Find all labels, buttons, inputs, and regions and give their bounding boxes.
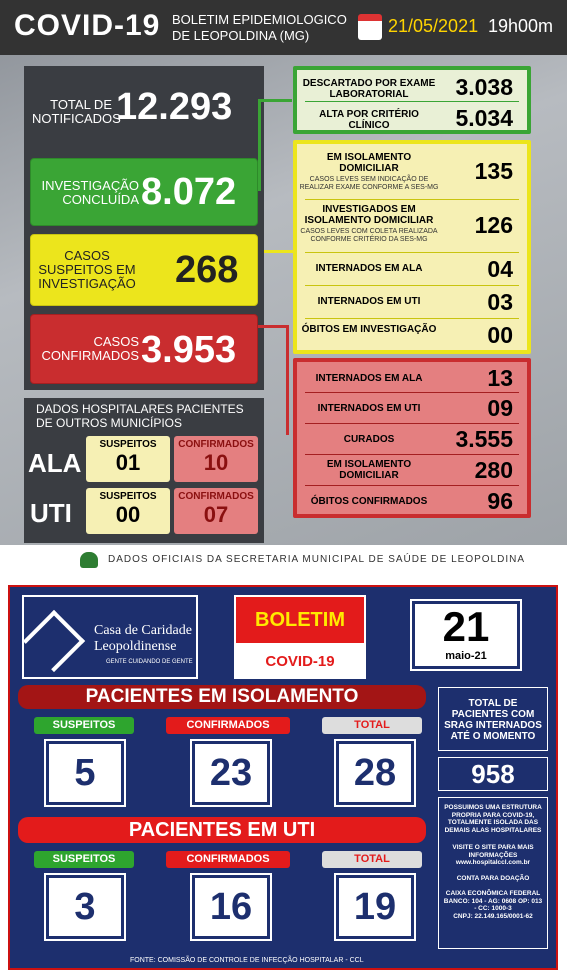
- green-connector: [258, 99, 292, 102]
- divider: [305, 285, 519, 286]
- green-row: [302, 72, 519, 100]
- red-row: [305, 425, 519, 453]
- hospital-title: DADOS HOSPITALARES PACIENTES DE OUTROS MUNICÍPIOS: [36, 402, 244, 430]
- date-box: [412, 601, 520, 669]
- suspects-label: CASOS SUSPEITOS EM INVESTIGAÇÃO: [38, 248, 136, 291]
- iso-total-value: 28: [336, 741, 414, 805]
- confirmed-box: [30, 314, 258, 384]
- red-connector: [258, 325, 288, 328]
- yellow-row-label: INVESTIGADOS EM ISOLAMENTO DOMICILIAR: [304, 204, 434, 226]
- info-visit: VISITE O SITE PARA MAIS INFORMAÇÕES: [452, 844, 534, 859]
- yellow-row: [305, 287, 519, 317]
- red-row-label: ÓBITOS CONFIRMADOS: [310, 496, 428, 507]
- yellow-row-value: 135: [474, 158, 513, 184]
- yellow-row: [300, 202, 519, 250]
- hospital-logo: [22, 595, 198, 679]
- calendar-icon: [358, 14, 382, 40]
- header-bar: [0, 0, 567, 55]
- uti-confirmed-box: [174, 488, 258, 534]
- info-structure: POSSUIMOS UMA ESTRUTURA PROPRIA PARA COVID-19, TOTALMENTE ISOLADA DAS DEMAIS ALAS HOSPITALARES: [444, 804, 542, 834]
- red-row-value: 13: [487, 365, 513, 391]
- yellow-row-value: 03: [487, 289, 513, 315]
- info-site[interactable]: www.hospitalccl.com.br: [455, 859, 531, 866]
- red-connector-v: [286, 325, 289, 435]
- srag-label: TOTAL DE PACIENTES COM SRAG INTERNADOS ATÉ O MOMENTO: [438, 687, 548, 751]
- ala-suspects-value: 01: [115, 450, 141, 475]
- bottom-source: FONTE: COMISSÃO DE CONTROLE DE INFECÇÃO HOSPITALAR - CCL: [130, 957, 364, 964]
- red-row-value: 09: [487, 395, 513, 421]
- red-panel: [293, 358, 531, 518]
- yellow-connector: [264, 250, 294, 253]
- iso-confirmed-label: CONFIRMADOS: [166, 717, 290, 734]
- concluded-label: INVESTIGAÇÃO CONCLUÍDA: [41, 178, 139, 207]
- isolation-title: PACIENTES EM ISOLAMENTO: [18, 685, 426, 709]
- logo-name: Casa de Caridade: [94, 623, 192, 638]
- uti-confirmed-value: 07: [203, 502, 229, 527]
- uti-label: UTI: [30, 498, 72, 528]
- yellow-row-value: 00: [487, 322, 513, 348]
- notified-value: 12.293: [116, 86, 233, 128]
- info-cnpj: CNPJ: 22.149.165/0001-62: [453, 912, 533, 920]
- iso-confirmed-value: 23: [192, 741, 270, 805]
- green-row-value: 3.038: [455, 74, 513, 100]
- red-row-label: EM ISOLAMENTO DOMICILIAR: [326, 459, 412, 481]
- red-row-label: INTERNADOS EM ALA: [315, 373, 423, 384]
- icu-confirmed-value: 16: [192, 875, 270, 939]
- source-bar: [0, 545, 567, 575]
- header-date: 21/05/2021: [388, 16, 479, 36]
- header-time: 19h00m: [488, 16, 554, 36]
- red-row-value: 280: [474, 457, 513, 483]
- red-row: [305, 456, 519, 484]
- yellow-row-value: 126: [474, 212, 513, 238]
- covid-label: COVID-19: [234, 645, 366, 679]
- iso-suspects-label: SUSPEITOS: [34, 717, 134, 734]
- yellow-row-note: CASOS LEVES SEM INDICAÇÃO DE REALIZAR EXAME CONFORME A SES-MG: [299, 176, 439, 191]
- yellow-row-label: INTERNADOS EM ALA: [315, 263, 423, 274]
- date-day: 21: [442, 603, 490, 650]
- source-line: DADOS OFICIAIS DA SECRETARIA MUNICIPAL DE SAÚDE DE LEOPOLDINA: [108, 554, 526, 565]
- green-row-label: ALTA POR CRITÉRIO CLÍNICO: [319, 109, 419, 131]
- yellow-row: [301, 320, 519, 350]
- red-row-value: 3.555: [455, 426, 513, 452]
- logo-tagline: GENTE CUIDANDO DE GENTE: [106, 659, 193, 665]
- green-row-label: DESCARTADO POR EXAME LABORATORIAL: [302, 78, 436, 100]
- icu-suspects-value: 3: [46, 875, 124, 939]
- logo-name-2: Leopoldinense: [94, 639, 177, 654]
- red-row-label: INTERNADOS EM UTI: [317, 403, 421, 414]
- divider: [305, 454, 519, 455]
- uti-suspects-box: [86, 488, 170, 534]
- yellow-row: [299, 148, 519, 196]
- ala-suspects-box: [86, 436, 170, 482]
- uti-suspects-value: 00: [115, 502, 141, 527]
- info-bank: CAIXA ECONÔMICA FEDERAL: [445, 890, 541, 897]
- confirmed-value: 3.953: [141, 329, 237, 371]
- iso-suspects-value: 5: [46, 741, 124, 805]
- suspects-value: 268: [175, 249, 239, 291]
- red-row: [305, 394, 519, 422]
- red-row: [305, 364, 519, 392]
- green-row-value: 5.034: [455, 105, 513, 131]
- divider: [305, 199, 519, 200]
- confirmed-label: CASOS CONFIRMADOS: [41, 334, 139, 363]
- red-row-value: 96: [487, 488, 513, 514]
- icu-title: PACIENTES EM UTI: [18, 817, 426, 843]
- icu-suspects-label: SUSPEITOS: [34, 851, 134, 868]
- divider: [305, 485, 519, 486]
- divider: [305, 252, 519, 253]
- icu-total-value: 19: [336, 875, 414, 939]
- notified-label: TOTAL DE NOTIFICADOS: [32, 97, 121, 126]
- yellow-row-label: ÓBITOS EM INVESTIGAÇÃO: [301, 324, 437, 335]
- coat-of-arms-icon: [80, 552, 98, 568]
- green-connector-v: [258, 99, 261, 191]
- green-panel: [293, 66, 531, 134]
- house-icon: [23, 610, 85, 672]
- yellow-row: [305, 254, 519, 284]
- boletim-label: BOLETIM: [234, 595, 366, 645]
- yellow-row-label: INTERNADOS EM UTI: [317, 296, 421, 307]
- concluded-value: 8.072: [141, 171, 237, 213]
- red-row-label: CURADOS: [343, 434, 395, 445]
- ala-label: ALA: [28, 448, 82, 478]
- yellow-row-label: EM ISOLAMENTO DOMICILIAR: [326, 152, 412, 174]
- yellow-row-note: CASOS LEVES COM COLETA REALIZADA CONFORME CRITÉRIO DA SES-MG: [300, 228, 438, 243]
- divider: [305, 423, 519, 424]
- date-month: maio-21: [445, 650, 487, 662]
- yellow-row-value: 04: [487, 256, 513, 282]
- green-row: [305, 103, 519, 131]
- ala-confirmed-label: CONFIRMADOS: [178, 439, 254, 450]
- concluded-box: [30, 158, 258, 226]
- left-panel: [24, 66, 264, 390]
- info-donation: CONTA PARA DOAÇÃO: [456, 874, 530, 882]
- hospital-panel: [24, 398, 264, 543]
- suspects-box: [30, 234, 258, 306]
- srag-value: 958: [438, 757, 548, 791]
- header-subtitle: BOLETIM EPIDEMIOLOGICO DE LEOPOLDINA (MG): [172, 12, 347, 43]
- divider: [305, 101, 519, 102]
- header-title: COVID-19: [14, 9, 161, 42]
- divider: [305, 318, 519, 319]
- uti-suspects-label: SUSPEITOS: [99, 491, 157, 502]
- hospital-bulletin: [8, 585, 558, 970]
- icu-total-label: TOTAL: [322, 851, 422, 868]
- red-row: [305, 487, 519, 515]
- ala-confirmed-box: [174, 436, 258, 482]
- icu-confirmed-label: CONFIRMADOS: [166, 851, 290, 868]
- info-box: [438, 797, 548, 949]
- divider: [305, 392, 519, 393]
- ala-confirmed-value: 10: [203, 450, 229, 475]
- ala-suspects-label: SUSPEITOS: [99, 439, 157, 450]
- boletim-badge: [234, 595, 366, 679]
- iso-total-label: TOTAL: [322, 717, 422, 734]
- uti-confirmed-label: CONFIRMADOS: [178, 491, 254, 502]
- yellow-panel: [293, 140, 531, 354]
- info-bank-details: BANCO: 104 - AG: 0608 OP: 013 - CC: 1000-3: [443, 897, 543, 912]
